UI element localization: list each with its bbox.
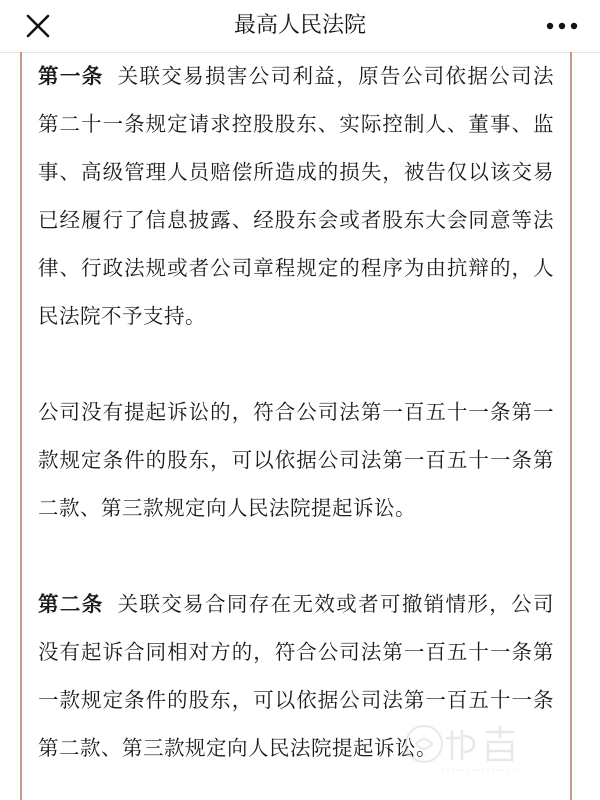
- top-bar: [0, 0, 600, 53]
- article-content: [20, 52, 572, 800]
- article-1-text: 关联交易损害公司利益，原告公司依据公司法第二十一条规定请求控股股东、实际控制人、董事、监事、高级管理人员赔偿所造成的损失，被告仅以该交易已经履行了信息披露、经股东会或者股东大会同意等法律、行政法规或者公司章程规定的程序为由抗辩的，人民法院不予支持。: [38, 64, 555, 328]
- article-paragraph-1: [38, 52, 554, 340]
- paragraph-gap: [38, 340, 554, 388]
- more-dots-icon: [545, 21, 579, 31]
- paragraph-gap: [38, 532, 554, 580]
- more-options-button[interactable]: [540, 8, 584, 44]
- article-1-label: 第一条: [38, 64, 104, 88]
- article-2-label: 第二条: [38, 592, 104, 616]
- article-3-text: 关联交易合同存在无效或者可撤销情形，公司没有起诉合同相对方的，符合公司法第一百五十一条第一款规定条件的股东，可以依据公司法第一百五十一条第二款、第三款规定向人民法院提起诉讼。: [38, 592, 555, 760]
- article-paragraph-2: [38, 388, 554, 532]
- page-title: 最高人民法院: [233, 13, 366, 38]
- watermark-logo: [402, 716, 532, 776]
- article-2-text: 公司没有提起诉讼的，符合公司法第一百五十一条第一款规定条件的股东，可以依据公司法第一百五十一条第二款、第三款规定向人民法院提起诉讼。: [38, 400, 554, 520]
